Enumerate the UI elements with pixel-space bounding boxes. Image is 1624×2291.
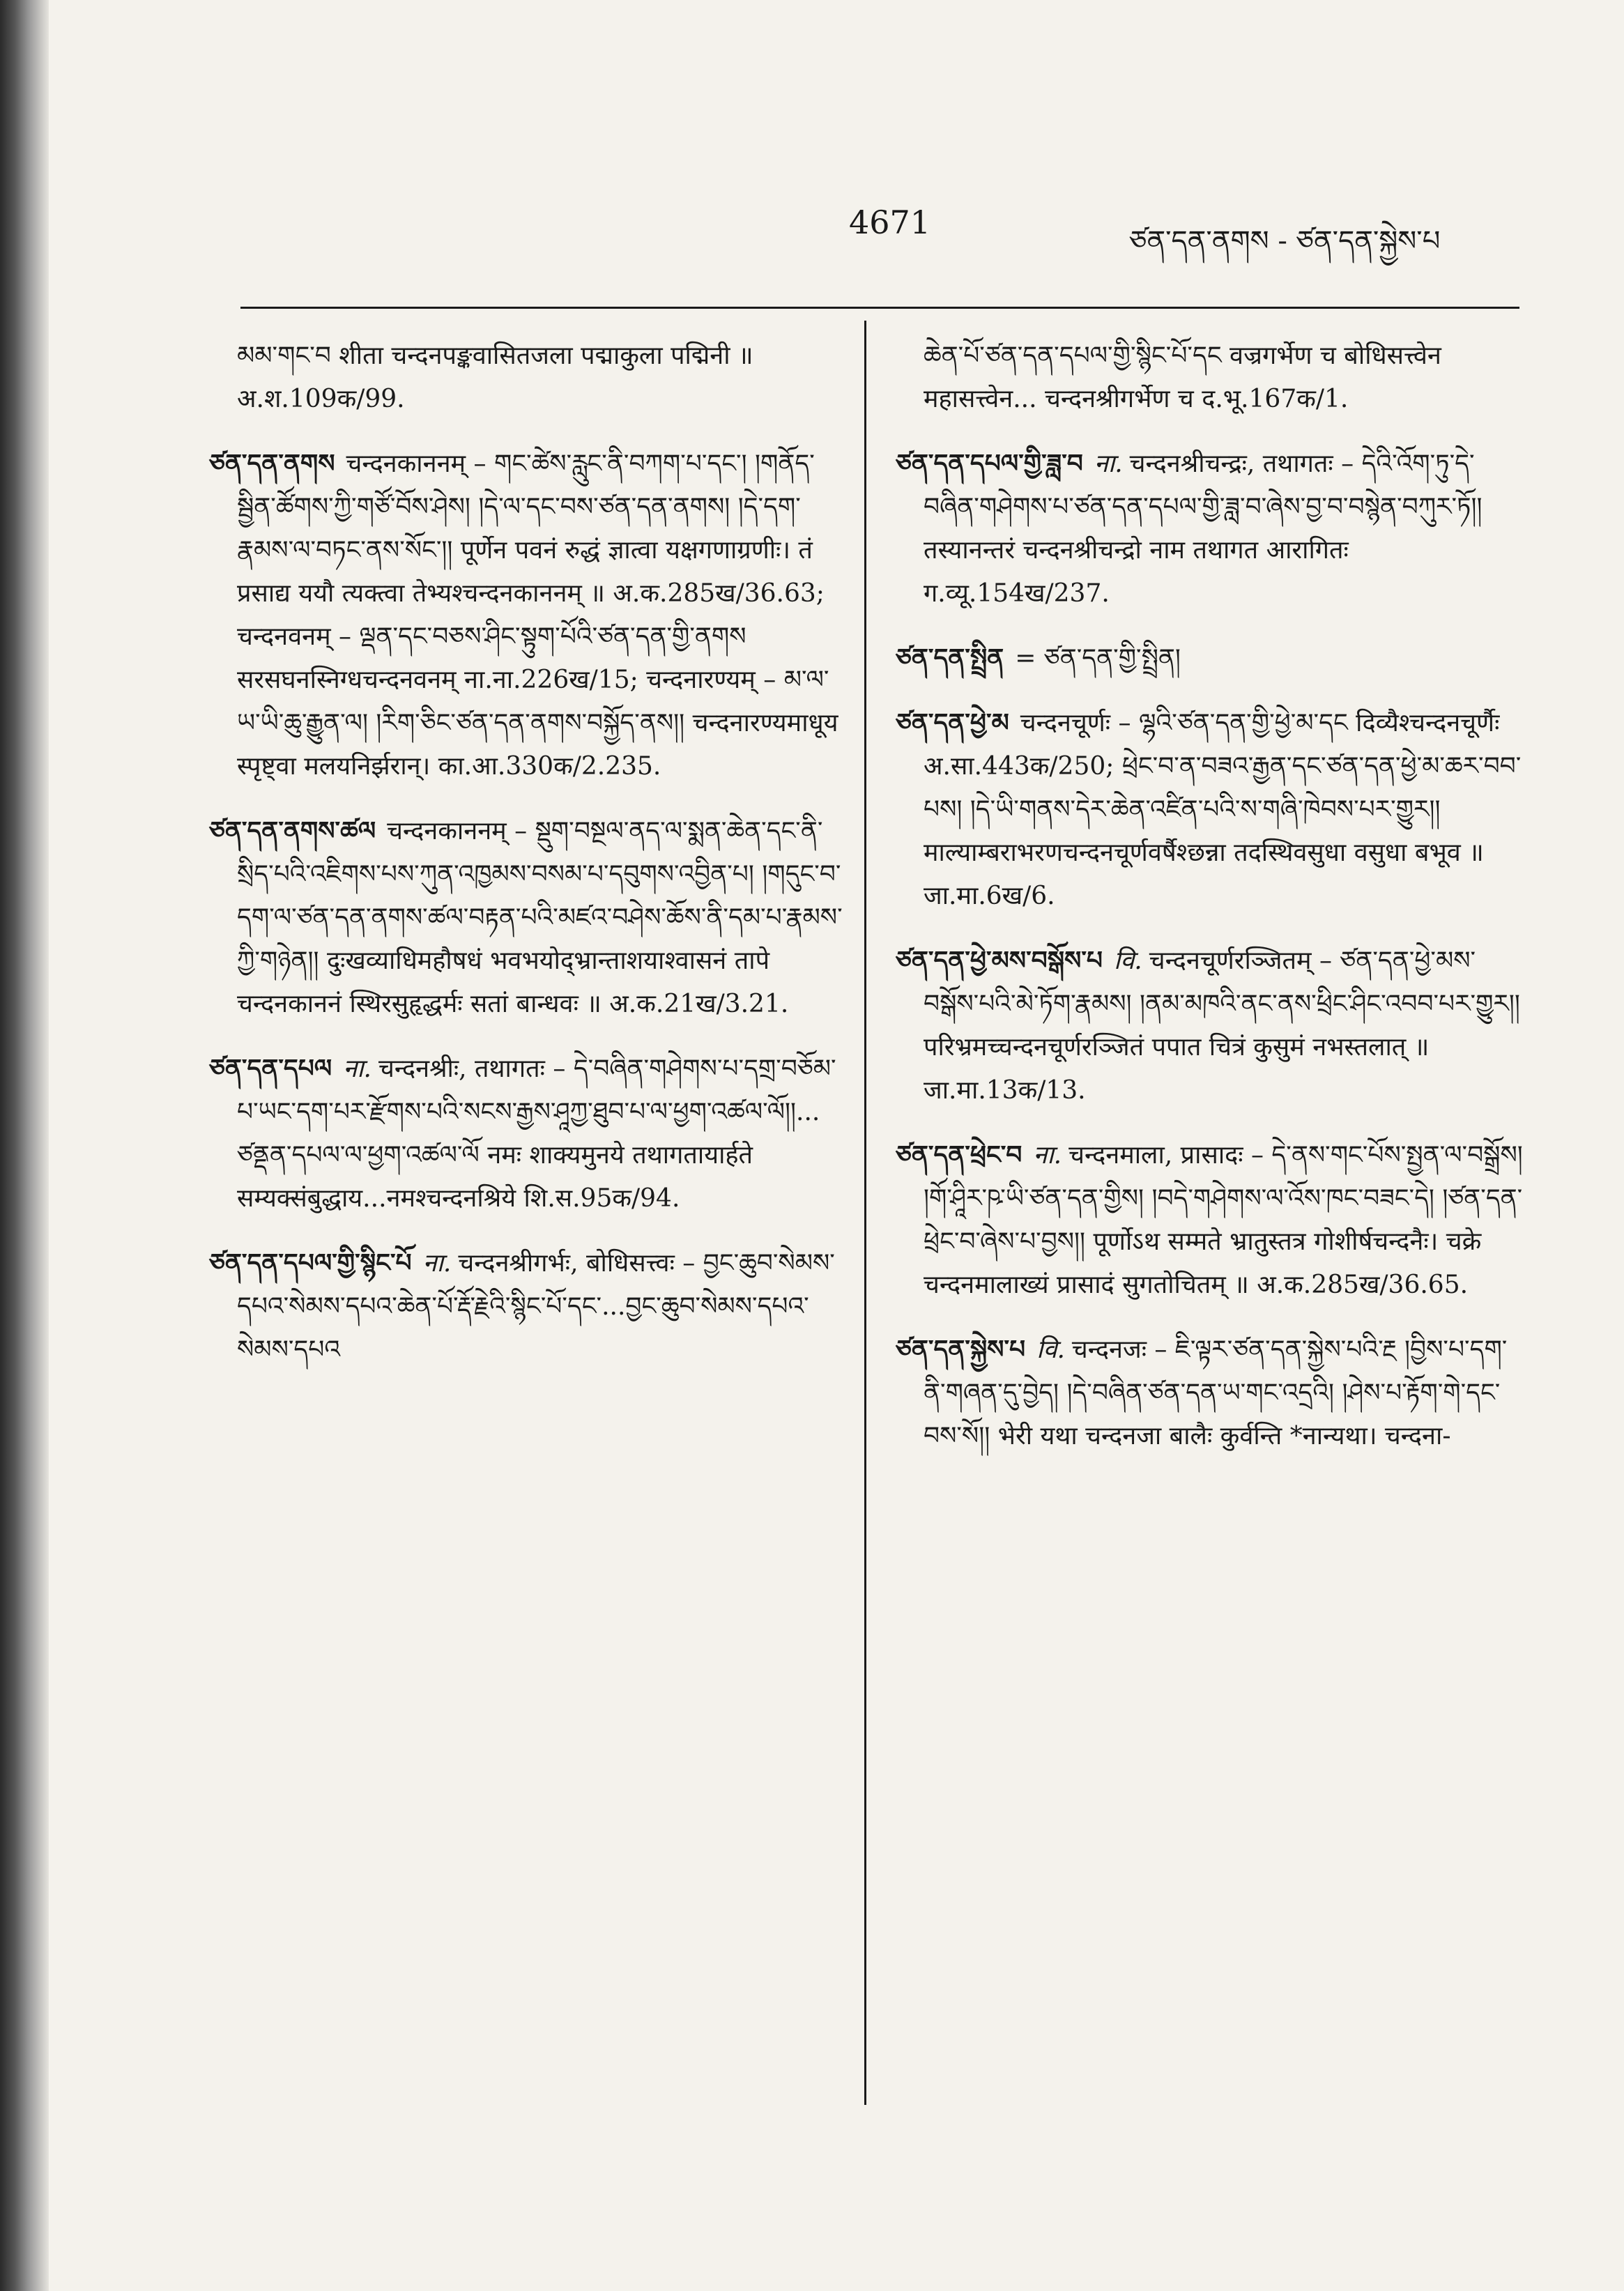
entry-headword: ཙན་དན་སྤྲིན	[896, 643, 1004, 673]
entry-headword: ཙན་དན་ཕྲེང་བ	[896, 1140, 1022, 1170]
entry-headword: ཙན་དན་ཕྱེ་མ	[896, 708, 1009, 737]
entry-text: चन्दनश्रीगर्भः, बोधिसत्त्वः – བྱང་ཆུབ་སེམས་དཔའ་སེམས་དཔའ་ཆེན་པོ་རྡོ་རྗེའི་སྙིང་པོ་དང་...བྱང་ཆུབ་སེམས་དཔའ་སེམས་དཔའ	[237, 1249, 835, 1364]
grammatical-label: वि.	[1113, 947, 1142, 975]
entry-text: चन्दनकाननम् – གང་ཚེས་རླུང་ནི་བཀག་པ་དང་། །གནོད་སྦྱིན་ཚོགས་ཀྱི་གཙོ་བོས་ཤེས། །དེ་ལ་དང་བས་ཙན་དན་ནགས། །དེ་དག་རྣམས་ལ་བཏང་ནས་སོང་།། पूर्णेन पवनं रुद्धं ज्ञात्वा यक्षगणाग्रणीः। तं प्रसाद्य ययौ त्यक्त्वा तेभ्यश्चन्दनकाननम् ॥ अ.क.285ख/36.63; चन्दनवनम् – ལྡན་དང་བཅས་ཤིང་སྟུག་པོའི་ཙན་དན་གྱི་ནགས सरसघनस्निग्धचन्दनवनम् ना.ना.226ख/15; चन्दनारण्यम् – མ་ལ་ཡ་ཡི་ཆུ་རྒྱུན་ལ། །རིག་ཅིང་ཙན་དན་ནགས་བསྐྱོད་ནས།། चन्दनारण्यमाधूय स्पृष्ट्वा मलयनिर्झरान्। का.आ.330क/2.235.	[237, 450, 838, 781]
dictionary-entry	[896, 701, 1523, 918]
dictionary-entry	[896, 939, 1523, 1112]
right-column	[896, 335, 1523, 1479]
left-column	[209, 335, 843, 1393]
header-rule	[240, 307, 1519, 309]
grammatical-label: ना.	[422, 1249, 452, 1278]
page-number: 4671	[849, 204, 931, 241]
entry-text: चन्दनश्रीः, तथागतः – དེ་བཞིན་གཤེགས་པ་དགྲ་བཅོམ་པ་ཡང་དག་པར་རྫོགས་པའི་སངས་རྒྱས་ཤཱཀྱ་ཐུབ་པ་ལ་ཕྱག་འཚལ་ལོ།།... ཙནྡན་དཔལ་ལ་ཕྱག་འཚལ་ལོ नमः शाक्यमुनये तथागतायार्हते सम्यक्संबुद्धाय...नमश्चन्दनश्रिये शि.स.95क/94.	[237, 1055, 836, 1213]
entry-text: चन्दनचूर्णः – ལྷའི་ཙན་དན་གྱི་ཕྱེ་མ་དང दिव्यैश्चन्दनचूर्णैः अ.सा.443क/250; ཕྲེང་བ་ན་བཟའ་རྒྱན་དང་ཙན་དན་ཕྱེ་མ་ཆར་བབ་པས། །དེ་ཡི་གནས་དེར་ཆེན་འཛིན་པའི་ས་གཞི་ཁེབས་པར་གྱུར།། माल्याम्बराभरणचन्दनचूर्णवर्षैश्छन्ना तदस्थिवसुधा वसुधा बभूव ॥ जा.मा.6ख/6.	[924, 709, 1522, 910]
entry-headword: ཙན་དན་ནགས	[209, 449, 335, 478]
entry-text: ཆེན་པོ་ཙན་དན་དཔལ་གྱི་སྙིང་པོ་དང वज्रगर्भेण च बोधिसत्त्वेन महासत्त्वेन... चन्दनश्रीगर्भेण च द.भू.167क/1.	[924, 342, 1441, 413]
entry-text: = ཙན་དན་གྱི་སྤྲིན།	[1015, 644, 1181, 673]
dictionary-entry	[209, 442, 843, 788]
dictionary-entry	[896, 442, 1523, 615]
dictionary-entry	[896, 636, 1523, 680]
dictionary-entry	[896, 1328, 1523, 1458]
dictionary-entry	[209, 1047, 843, 1220]
entry-text: མམ་གང་བ शीता चन्दनपङ्कवासितजला पद्माकुला पद्मिनी ॥ अ.श.109क/99.	[237, 342, 753, 413]
continued-entry	[896, 335, 1523, 421]
dictionary-entry	[209, 809, 843, 1026]
grammatical-label: ना.	[343, 1055, 371, 1083]
dictionary-entry	[209, 1241, 843, 1372]
dictionary-entry	[896, 1133, 1523, 1307]
entry-text: चन्दनमाला, प्रासादः – དེ་ནས་གང་པོས་སྤྱན་ལ་བསྒྲོས། །གོ་ཤཱིར་ཥ་ཡི་ཙན་དན་གྱིས། །བདེ་གཤེགས་ལ་འོས་ཁང་བཟང་དེ། །ཙན་དན་ཕྲེང་བ་ཞེས་པ་བྱས།། पूर्णोऽथ सम्मते भ्रातुस्तत्र गोशीर्षचन्दनैः। चक्रे चन्दनमालाख्यं प्रासादं सुगतोचितम् ॥ अ.क.285ख/36.65.	[924, 1141, 1523, 1299]
grammatical-label: ना.	[1094, 450, 1123, 478]
entry-headword: ཙན་དན་དཔལ་གྱི་སྙིང་པོ	[209, 1248, 412, 1278]
column-divider	[864, 321, 866, 2105]
entry-text: चन्दनकाननम् – སྡུག་བསྔལ་ནད་ལ་སྨན་ཆེན་དང་ནི་སྲིད་པའི་འཇིགས་པས་ཀུན་འཁྱམས་བསམ་པ་དབུགས་འབྱིན་པ། །གདུང་བ་དག་ལ་ཙན་དན་ནགས་ཚལ་བརྟན་པའི་མཛའ་བཤེས་ཆོས་ནི་དམ་པ་རྣམས་ཀྱི་གཉེན།། दुःखव्याधिमहौषधं भवभयोद्भ्रान्ताशयाश्वासनं तापे चन्दनकाननं स्थिरसुहृद्धर्मः सतां बान्धवः ॥ अ.क.21ख/3.21.	[237, 817, 843, 1018]
running-head: ཙན་དན་ནགས - ཙན་དན་སྐྱེས་པ	[1129, 225, 1441, 257]
book-spine-shadow	[0, 0, 49, 2291]
grammatical-label: वि.	[1036, 1335, 1065, 1364]
entry-headword: ཙན་དན་དཔལ	[209, 1054, 332, 1083]
entry-headword: ཙན་དན་སྐྱེས་པ	[896, 1335, 1026, 1364]
entry-headword: ཙན་དན་ནགས་ཚལ	[209, 816, 376, 845]
grammatical-label: ना.	[1033, 1141, 1062, 1170]
entry-text: चन्दनजः – ཇི་ལྟར་ཙན་དན་སྐྱེས་པའི་རྔ །བྱིས་པ་དག་ནི་གཞན་དུ་བྱེད། །དེ་བཞིན་ཙན་དན་ཡ་གང་འདྲའི། །ཤེས་པ་རྟོག་གེ་དང་བས་སོ།། भेरी यथा चन्दनजा बालैः कुर्वन्ति *नान्यथा। चन्दना-	[924, 1335, 1508, 1450]
continued-entry	[209, 335, 843, 421]
entry-text: चन्दनश्रीचन्द्रः, तथागतः – དེའི་འོག་ཏུ་དེ་བཞིན་གཤེགས་པ་ཙན་དན་དཔལ་གྱི་ཟླ་བ་ཞེས་བྱ་བ་བསྙེན་བཀུར་ཏོ།། तस्यानन्तरं चन्दनश्रीचन्द्रो नाम तथागत आरागितः ग.व्यू.154ख/237.	[924, 450, 1483, 608]
entry-headword: ཙན་དན་ཕྱེ་མས་བསྒོས་པ	[896, 946, 1103, 975]
entry-headword: ཙན་དན་དཔལ་གྱི་ཟླ་བ	[896, 449, 1083, 478]
entry-text: चन्दनचूर्णरञ्जितम् – ཙན་དན་ཕྱེ་མས་བསྒོས་པའི་མེ་ཏོག་རྣམས། །ནམ་མཁའི་ནང་ནས་ཕྲིང་ཤིང་འབབ་པར་གྱུར།། परिभ्रमच्चन्दनचूर्णरञ्जितं पपात चित्रं कुसुमं नभस्तलात् ॥ जा.मा.13क/13.	[924, 947, 1520, 1105]
